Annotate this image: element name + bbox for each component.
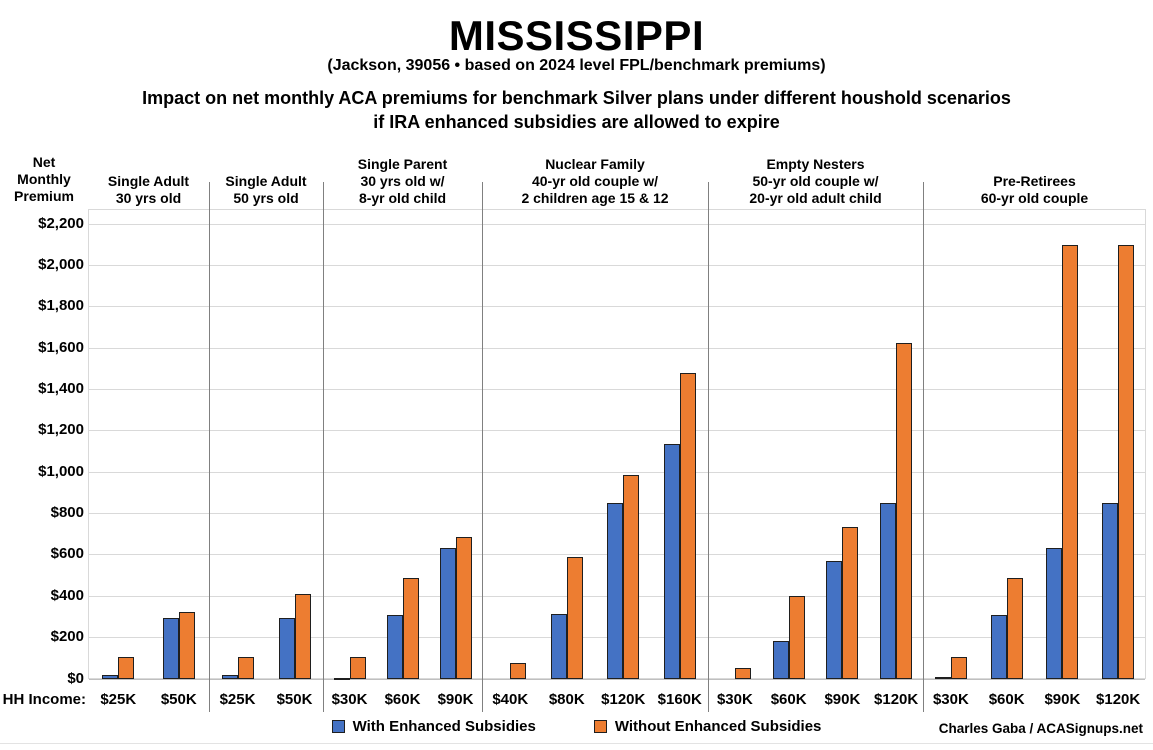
y-axis-title-line: Monthly: [17, 171, 71, 187]
y-tick-label: $1,400: [38, 380, 84, 397]
category-label: $30K: [331, 691, 368, 708]
category-label: $60K: [988, 691, 1025, 708]
legend-label: Without Enhanced Subsidies: [614, 718, 822, 735]
group-header: [708, 156, 923, 207]
category-label: $40K: [492, 691, 529, 708]
gridline: [89, 679, 1145, 680]
y-tick-label: $1,000: [38, 463, 84, 480]
group-header-line: 50 yrs old: [233, 190, 299, 206]
bottom-rule: [0, 743, 1153, 744]
y-axis-title: [0, 154, 88, 205]
group-header-line: Single Adult: [107, 173, 190, 189]
group-header-line: 2 children age 15 & 12: [521, 190, 669, 206]
chart-description: [0, 86, 1153, 134]
page-title: MISSISSIPPI: [448, 12, 705, 59]
y-tick-label: $1,800: [38, 297, 84, 314]
y-tick-label: $0: [67, 670, 84, 687]
y-tick-label: $2,000: [38, 256, 84, 273]
group-header-line: 60-yr old couple: [980, 190, 1089, 206]
group-header: [923, 173, 1146, 207]
y-tick-label: $1,200: [38, 421, 84, 438]
group-header-line: Nuclear Family: [545, 156, 645, 172]
group-header-line: Single Adult: [225, 173, 307, 189]
category-label: $25K: [100, 691, 137, 708]
y-axis-title-line: Net: [32, 154, 56, 170]
legend-swatch-icon: [332, 720, 345, 733]
group-header-line: 40-yr old couple w/: [531, 173, 659, 189]
y-tick-label: $1,600: [38, 339, 84, 356]
category-label: $50K: [276, 691, 313, 708]
group-header-line: 8-yr old child: [358, 190, 447, 206]
description-line-2: if IRA enhanced subsidies are allowed to expire: [373, 112, 780, 132]
description-line-1: Impact on net monthly ACA premiums for benchmark Silver plans under different houshold scenarios: [142, 88, 1011, 108]
group-header: [482, 156, 708, 207]
category-label: $60K: [384, 691, 421, 708]
category-label: $80K: [548, 691, 585, 708]
y-axis-title-line: Premium: [14, 188, 74, 204]
group-header-line: Pre-Retirees: [993, 173, 1076, 189]
category-label: $30K: [716, 691, 753, 708]
category-label: $160K: [657, 691, 702, 708]
y-tick-label: $400: [50, 587, 84, 604]
category-label: $25K: [219, 691, 256, 708]
category-label: $30K: [932, 691, 969, 708]
group-header-line: Single Parent: [357, 156, 448, 172]
group-header-line: 50-yr old couple w/: [752, 173, 879, 189]
category-label: $60K: [770, 691, 807, 708]
plot-area: [88, 209, 1146, 679]
legend-label: With Enhanced Subsidies: [352, 718, 536, 735]
y-tick-label: $200: [50, 628, 84, 645]
legend-swatch-icon: [594, 720, 607, 733]
group-header: [209, 173, 323, 207]
category-label: $50K: [160, 691, 197, 708]
group-header-line: 30 yrs old w/: [360, 173, 445, 189]
group-header-line: 20-yr old adult child: [749, 190, 882, 206]
credit: Charles Gaba / ACASignups.net: [938, 721, 1143, 736]
group-header: [88, 173, 209, 207]
category-label: $90K: [1044, 691, 1081, 708]
category-label: $120K: [874, 691, 919, 708]
group-header-line: Empty Nesters: [766, 156, 865, 172]
group-header: [323, 156, 482, 207]
y-tick-label: $600: [50, 545, 84, 562]
group-header-line: 30 yrs old: [115, 190, 182, 206]
legend-item: [594, 718, 822, 735]
category-label: $120K: [1096, 691, 1141, 708]
page-subtitle: (Jackson, 39056 • based on 2024 level FPL/benchmark premiums): [327, 57, 826, 74]
y-tick-label: $800: [50, 504, 84, 521]
category-label: $90K: [824, 691, 861, 708]
category-label: $120K: [601, 691, 646, 708]
y-tick-label: $2,200: [38, 215, 84, 232]
hh-income-label: HH Income:: [2, 691, 86, 708]
category-label: $90K: [437, 691, 474, 708]
legend-item: [332, 718, 536, 735]
